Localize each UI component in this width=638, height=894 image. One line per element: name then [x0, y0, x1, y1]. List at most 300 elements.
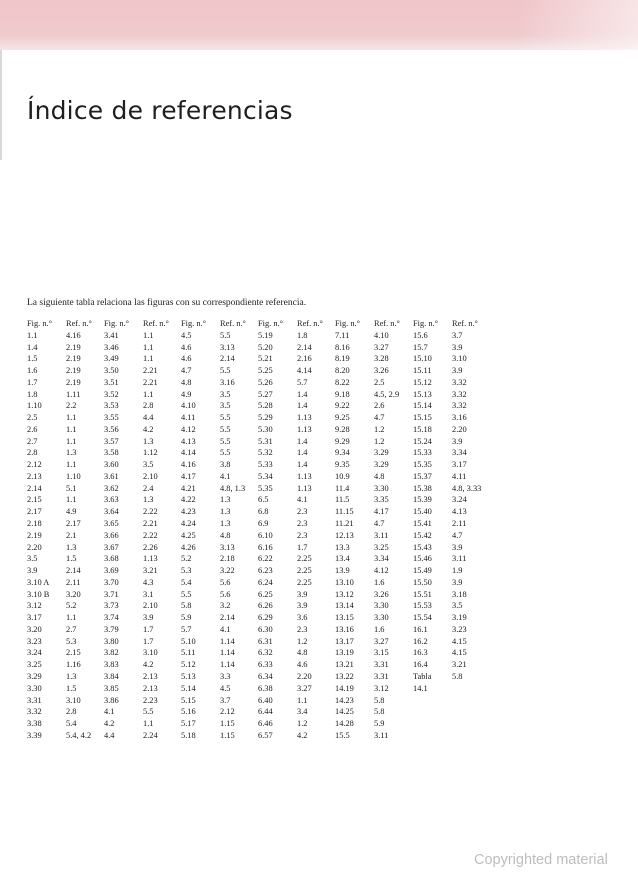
table-row	[27, 365, 497, 377]
figure-number-cell: 1.6	[27, 366, 38, 376]
figure-number-cell: 3.84	[104, 671, 119, 681]
figure-number-cell: 9.25	[335, 413, 350, 423]
reference-number-cell: 1.1	[66, 436, 77, 446]
reference-number-cell: 1.6	[374, 577, 385, 587]
figure-number-cell: 6.57	[258, 730, 273, 740]
reference-number-cell: 1.15	[220, 730, 235, 740]
reference-number-cell: 1.3	[220, 495, 231, 505]
reference-number-cell: 1.2	[297, 636, 308, 646]
reference-number-cell: 2.12	[220, 707, 235, 717]
figure-number-cell: 4.22	[181, 495, 196, 505]
figure-number-cell: 11.5	[335, 495, 350, 505]
reference-number-cell: 2.14	[66, 566, 81, 576]
figure-number-cell: 15.14	[413, 401, 432, 411]
reference-number-cell: 1.1	[66, 424, 77, 434]
figure-number-cell: 3.80	[104, 636, 119, 646]
table-row	[27, 706, 497, 718]
figure-number-cell: 15.6	[413, 330, 428, 340]
reference-number-cell: 5.5	[220, 366, 231, 376]
reference-number-cell: 2.8	[143, 401, 154, 411]
figure-number-cell: 1.4	[27, 342, 38, 352]
reference-number-cell: 3.25	[374, 542, 389, 552]
reference-number-cell: 1.1	[143, 354, 154, 364]
figure-number-cell: 3.56	[104, 424, 119, 434]
reference-number-cell: 1.1	[66, 413, 77, 423]
reference-number-cell: 1.4	[297, 460, 308, 470]
figure-number-cell: 13.4	[335, 554, 350, 564]
reference-number-cell: 5.6	[220, 589, 231, 599]
figure-number-cell: 3.63	[104, 495, 119, 505]
figure-number-cell: 9.18	[335, 389, 350, 399]
figure-number-cell: 3.50	[104, 366, 119, 376]
reference-number-cell: 1.1	[143, 719, 154, 729]
reference-number-cell: 2.24	[143, 730, 158, 740]
reference-number-cell: 1.12	[143, 448, 158, 458]
figure-number-cell: 4.6	[181, 354, 192, 364]
table-row	[27, 553, 497, 565]
figure-number-cell: 1.5	[27, 354, 38, 364]
figure-number-cell: 8.20	[335, 366, 350, 376]
figure-number-cell: 15.37	[413, 471, 432, 481]
reference-number-cell: 5.6	[220, 577, 231, 587]
reference-number-cell: 3.1	[143, 589, 154, 599]
reference-number-cell: 2.23	[143, 695, 158, 705]
figure-number-cell: 5.16	[181, 707, 196, 717]
figure-number-cell: 3.86	[104, 695, 119, 705]
figure-number-cell: 15.5	[335, 730, 350, 740]
figure-number-cell: 4.9	[181, 389, 192, 399]
figure-number-cell: 3.55	[104, 413, 119, 423]
reference-number-cell: 1.4	[297, 401, 308, 411]
table-body	[27, 330, 497, 742]
reference-number-cell: 1.1	[66, 613, 77, 623]
reference-number-cell: 1.2	[374, 424, 385, 434]
figure-number-cell: 5.13	[181, 671, 196, 681]
reference-number-cell: 3.24	[452, 495, 467, 505]
figure-number-cell: 4.16	[181, 460, 196, 470]
reference-number-cell: 4.2	[143, 424, 154, 434]
figure-number-cell: 3.79	[104, 624, 119, 634]
figure-number-cell: 5.28	[258, 401, 273, 411]
figure-number-cell: 3.10 B	[27, 589, 50, 599]
reference-number-cell: 4.15	[452, 648, 467, 658]
figure-number-cell: 15.53	[413, 601, 432, 611]
figure-number-cell: 2.18	[27, 519, 42, 529]
figure-number-cell: 2.14	[27, 483, 42, 493]
figure-number-cell: 8.16	[335, 342, 350, 352]
table-row	[27, 377, 497, 389]
figure-number-cell: 3.12	[27, 601, 42, 611]
figure-number-cell: 6.33	[258, 660, 273, 670]
table-row	[27, 483, 497, 495]
figure-number-cell: 3.17	[27, 613, 42, 623]
reference-number-cell: 1.1	[143, 330, 154, 340]
figure-number-cell: 4.17	[181, 471, 196, 481]
reference-table	[27, 318, 497, 742]
table-row	[27, 400, 497, 412]
table-row	[27, 636, 497, 648]
figure-number-cell: 3.20	[27, 624, 42, 634]
reference-number-cell: 4.15	[452, 636, 467, 646]
reference-number-cell: 4.16	[66, 330, 81, 340]
reference-number-cell: 3.30	[374, 613, 389, 623]
figure-number-cell: 13.22	[335, 671, 354, 681]
reference-number-cell: 4.17	[374, 507, 389, 517]
reference-number-cell: 1.16	[66, 660, 81, 670]
reference-number-cell: 5.5	[220, 330, 231, 340]
reference-number-cell: 4.7	[452, 530, 463, 540]
reference-number-cell: 2.16	[297, 354, 312, 364]
table-header-cell: Ref. n.°	[297, 319, 323, 328]
figure-number-cell: 5.27	[258, 389, 273, 399]
table-row	[27, 577, 497, 589]
figure-number-cell: 5.19	[258, 330, 273, 340]
reference-number-cell: 2.1	[66, 530, 77, 540]
figure-number-cell: 15.51	[413, 589, 432, 599]
figure-number-cell: 3.69	[104, 566, 119, 576]
reference-number-cell: 3.27	[374, 342, 389, 352]
table-header-row	[27, 318, 497, 330]
reference-number-cell: 4.11	[452, 471, 467, 481]
reference-number-cell	[452, 695, 497, 707]
figure-number-cell: 15.7	[413, 342, 428, 352]
figure-number-cell: 5.8	[181, 601, 192, 611]
reference-number-cell: 1.1	[66, 460, 77, 470]
reference-number-cell: 2.15	[66, 648, 81, 658]
figure-number-cell: 13.19	[335, 648, 354, 658]
reference-number-cell: 3.9	[452, 577, 463, 587]
reference-number-cell: 2.8	[66, 707, 77, 717]
figure-number-cell: 5.25	[258, 366, 273, 376]
reference-number-cell: 4.5	[220, 683, 231, 693]
table-row	[27, 624, 497, 636]
reference-number-cell: 3.27	[297, 683, 312, 693]
figure-number-cell: 15.10	[413, 354, 432, 364]
figure-number-cell: 5.4	[181, 577, 192, 587]
reference-number-cell: 2.20	[452, 424, 467, 434]
reference-number-cell: 2.18	[220, 554, 235, 564]
reference-number-cell: 3.18	[452, 589, 467, 599]
table-row	[27, 683, 497, 695]
reference-number-cell: 2.20	[297, 671, 312, 681]
figure-number-cell: 2.7	[27, 436, 38, 446]
reference-number-cell: 3.5	[452, 601, 463, 611]
reference-number-cell: 4.8	[297, 648, 308, 658]
figure-number-cell: 5.30	[258, 424, 273, 434]
figure-number-cell: 3.71	[104, 589, 119, 599]
reference-number-cell: 3.5	[143, 460, 154, 470]
reference-number-cell: 1.3	[66, 542, 77, 552]
reference-number-cell: 3.11	[374, 530, 389, 540]
reference-number-cell: 5.8	[452, 671, 463, 681]
figure-number-cell: 3.58	[104, 448, 119, 458]
table-header-cell: Ref. n.°	[66, 319, 92, 328]
figure-number-cell: 6.8	[258, 507, 269, 517]
figure-number-cell	[413, 730, 452, 742]
reference-number-cell: 4.5, 2.9	[374, 389, 400, 399]
reference-number-cell: 2.10	[143, 601, 158, 611]
reference-number-cell: 3.32	[452, 401, 467, 411]
reference-number-cell: 2.19	[66, 377, 81, 387]
figure-number-cell: 3.25	[27, 660, 42, 670]
reference-number-cell: 1.3	[143, 495, 154, 505]
figure-number-cell: 6.22	[258, 554, 273, 564]
reference-number-cell: 3.19	[452, 613, 467, 623]
reference-number-cell: 1.9	[452, 566, 463, 576]
figure-number-cell: 3.83	[104, 660, 119, 670]
reference-number-cell: 2.21	[143, 377, 158, 387]
figure-number-cell: 4.21	[181, 483, 196, 493]
reference-number-cell: 3.16	[452, 413, 467, 423]
figure-number-cell: 5.32	[258, 448, 273, 458]
figure-number-cell: 9.35	[335, 460, 350, 470]
reference-number-cell: 3.5	[220, 401, 231, 411]
reference-number-cell: 5.2	[66, 601, 77, 611]
figure-number-cell: 2.15	[27, 495, 42, 505]
figure-number-cell: 4.25	[181, 530, 196, 540]
reference-number-cell: 4.9	[66, 507, 77, 517]
figure-number-cell: 14.1	[413, 683, 428, 693]
reference-number-cell: 2.26	[143, 542, 158, 552]
figure-number-cell: 3.68	[104, 554, 119, 564]
reference-number-cell: 1.13	[143, 554, 158, 564]
figure-number-cell: 5.14	[181, 683, 196, 693]
reference-number-cell: 2.3	[297, 530, 308, 540]
reference-number-cell: 4.1	[297, 495, 308, 505]
figure-number-cell: 1.7	[27, 377, 38, 387]
reference-number-cell: 4.14	[297, 366, 312, 376]
reference-number-cell: 3.10	[66, 695, 81, 705]
figure-number-cell: 9.22	[335, 401, 350, 411]
figure-number-cell: 3.39	[27, 730, 42, 740]
figure-number-cell: 5.11	[181, 648, 196, 658]
reference-number-cell: 4.10	[374, 330, 389, 340]
figure-number-cell: 5.2	[181, 554, 192, 564]
reference-number-cell: 3.27	[374, 636, 389, 646]
figure-number-cell: 6.29	[258, 613, 273, 623]
reference-number-cell: 1.7	[143, 624, 154, 634]
reference-number-cell: 5.1	[66, 483, 77, 493]
figure-number-cell: 13.16	[335, 624, 354, 634]
figure-number-cell: 3.31	[27, 695, 42, 705]
table-row	[27, 565, 497, 577]
figure-number-cell: 6.30	[258, 624, 273, 634]
reference-number-cell: 2.14	[220, 354, 235, 364]
figure-number-cell: 5.10	[181, 636, 196, 646]
figure-number-cell: 3.10 A	[27, 577, 50, 587]
reference-number-cell: 5.8	[374, 695, 385, 705]
figure-number-cell: 3.9	[27, 566, 38, 576]
table-row	[27, 647, 497, 659]
reference-number-cell: 3.23	[452, 624, 467, 634]
figure-number-cell: 5.7	[181, 624, 192, 634]
figure-number-cell: 13.10	[335, 577, 354, 587]
figure-number-cell: 6.34	[258, 671, 273, 681]
reference-number-cell: 1.3	[220, 507, 231, 517]
table-row	[27, 589, 497, 601]
page-edge-rule	[0, 50, 2, 160]
reference-number-cell: 4.12	[374, 566, 389, 576]
figure-number-cell: 3.29	[27, 671, 42, 681]
figure-number-cell: 4.4	[104, 730, 115, 740]
reference-number-cell: 4.4	[143, 413, 154, 423]
figure-number-cell: 15.42	[413, 530, 432, 540]
intro-text: La siguiente tabla relaciona las figuras con su correspondiente referencia.	[27, 298, 307, 308]
reference-number-cell: 3.11	[452, 554, 467, 564]
figure-number-cell: Tabla	[413, 671, 432, 681]
figure-number-cell: 6.23	[258, 566, 273, 576]
table-header-cell: Ref. n.°	[374, 319, 400, 328]
reference-number-cell: 4.13	[452, 507, 467, 517]
reference-number-cell: 2.6	[374, 401, 385, 411]
reference-number-cell: 5.4, 4.2	[66, 730, 92, 740]
reference-number-cell: 2.2	[66, 401, 77, 411]
figure-number-cell: 4.5	[181, 330, 192, 340]
reference-number-cell: 1.3	[66, 671, 77, 681]
reference-number-cell: 1.1	[66, 495, 77, 505]
reference-number-cell: 3.22	[220, 566, 235, 576]
figure-number-cell: 6.24	[258, 577, 273, 587]
figure-number-cell: 3.85	[104, 683, 119, 693]
table-row	[27, 447, 497, 459]
figure-number-cell: 9.29	[335, 436, 350, 446]
figure-number-cell: 6.26	[258, 601, 273, 611]
reference-number-cell: 3.17	[452, 460, 467, 470]
figure-number-cell: 3.64	[104, 507, 119, 517]
figure-number-cell: 2.13	[27, 471, 42, 481]
figure-number-cell: 13.3	[335, 542, 350, 552]
figure-number-cell: 5.35	[258, 483, 273, 493]
figure-number-cell	[413, 718, 452, 730]
reference-number-cell: 4.7	[374, 413, 385, 423]
reference-number-cell: 3.13	[220, 542, 235, 552]
reference-number-cell: 1.6	[374, 624, 385, 634]
reference-number-cell: 2.11	[452, 519, 467, 529]
reference-number-cell: 3.7	[220, 695, 231, 705]
figure-number-cell: 13.12	[335, 589, 354, 599]
reference-number-cell: 3.7	[452, 330, 463, 340]
figure-number-cell: 3.53	[104, 401, 119, 411]
figure-number-cell: 4.10	[181, 401, 196, 411]
reference-number-cell: 3.30	[374, 483, 389, 493]
reference-number-cell: 1.14	[220, 636, 235, 646]
reference-number-cell: 1.13	[297, 483, 312, 493]
figure-number-cell: 6.25	[258, 589, 273, 599]
figure-number-cell: 4.14	[181, 448, 196, 458]
figure-number-cell: 11.4	[335, 483, 350, 493]
figure-number-cell: 15.46	[413, 554, 432, 564]
figure-number-cell: 5.26	[258, 377, 273, 387]
reference-number-cell: 2.22	[143, 507, 158, 517]
reference-number-cell: 3.11	[374, 730, 389, 740]
reference-number-cell: 2.19	[66, 354, 81, 364]
reference-number-cell: 1.1	[143, 342, 154, 352]
figure-number-cell: 5.12	[181, 660, 196, 670]
figure-number-cell: 4.6	[181, 342, 192, 352]
table-header-cell: Fig. n.°	[27, 319, 52, 328]
reference-number-cell: 1.7	[143, 636, 154, 646]
table-row	[27, 412, 497, 424]
figure-number-cell: 6.9	[258, 519, 269, 529]
reference-number-cell: 3.32	[452, 377, 467, 387]
reference-number-cell: 5.5	[220, 424, 231, 434]
figure-number-cell: 6.46	[258, 719, 273, 729]
reference-number-cell: 1.11	[66, 389, 81, 399]
figure-number-cell: 3.5	[27, 554, 38, 564]
reference-number-cell: 5.5	[220, 413, 231, 423]
figure-number-cell: 6.44	[258, 707, 273, 717]
table-row	[27, 659, 497, 671]
figure-number-cell: 15.41	[413, 519, 432, 529]
figure-number-cell: 12.13	[335, 530, 354, 540]
figure-number-cell: 15.12	[413, 377, 432, 387]
reference-number-cell: 3.9	[452, 366, 463, 376]
figure-number-cell: 3.57	[104, 436, 119, 446]
figure-number-cell: 5.3	[181, 566, 192, 576]
reference-number-cell: 3.34	[374, 554, 389, 564]
table-header-cell: Fig. n.°	[335, 319, 360, 328]
reference-number-cell: 3.2	[220, 601, 231, 611]
reference-number-cell	[452, 730, 497, 742]
figure-number-cell: 2.17	[27, 507, 42, 517]
table-row	[27, 436, 497, 448]
reference-number-cell: 3.9	[452, 342, 463, 352]
figure-number-cell: 3.32	[27, 707, 42, 717]
figure-number-cell: 15.33	[413, 448, 432, 458]
reference-number-cell: 3.21	[452, 660, 467, 670]
figure-number-cell: 15.18	[413, 424, 432, 434]
reference-number-cell: 2.7	[66, 624, 77, 634]
reference-number-cell: 3.4	[297, 707, 308, 717]
reference-number-cell: 2.13	[143, 671, 158, 681]
figure-number-cell: 1.10	[27, 401, 42, 411]
figure-number-cell: 6.5	[258, 495, 269, 505]
reference-number-cell: 5.4	[66, 719, 77, 729]
figure-number-cell: 3.30	[27, 683, 42, 693]
figure-number-cell: 15.39	[413, 495, 432, 505]
figure-number-cell: 4.11	[181, 413, 196, 423]
reference-number-cell: 2.25	[297, 577, 312, 587]
figure-number-cell: 4.1	[104, 707, 115, 717]
figure-number-cell: 3.24	[27, 648, 42, 658]
figure-number-cell: 3.51	[104, 377, 119, 387]
reference-number-cell: 4.2	[143, 660, 154, 670]
reference-number-cell: 2.3	[297, 519, 308, 529]
figure-number-cell: 2.5	[27, 413, 38, 423]
figure-number-cell: 5.17	[181, 719, 196, 729]
figure-number-cell: 15.43	[413, 542, 432, 552]
figure-number-cell: 16.4	[413, 660, 428, 670]
figure-number-cell: 4.26	[181, 542, 196, 552]
reference-number-cell: 3.3	[220, 671, 231, 681]
reference-number-cell: 5.8	[374, 707, 385, 717]
figure-number-cell: 14.19	[335, 683, 354, 693]
reference-number-cell: 3.31	[374, 660, 389, 670]
figure-number-cell: 16.3	[413, 648, 428, 658]
reference-number-cell: 3.13	[220, 342, 235, 352]
figure-number-cell: 15.24	[413, 436, 432, 446]
reference-number-cell: 1.14	[220, 660, 235, 670]
reference-number-cell: 5.5	[143, 707, 154, 717]
figure-number-cell: 2.12	[27, 460, 42, 470]
reference-number-cell: 3.12	[374, 683, 389, 693]
figure-number-cell: 4.8	[181, 377, 192, 387]
reference-number-cell: 3.9	[452, 542, 463, 552]
table-row	[27, 471, 497, 483]
figure-number-cell: 5.15	[181, 695, 196, 705]
table-row	[27, 459, 497, 471]
reference-number-cell: 3.9	[143, 613, 154, 623]
